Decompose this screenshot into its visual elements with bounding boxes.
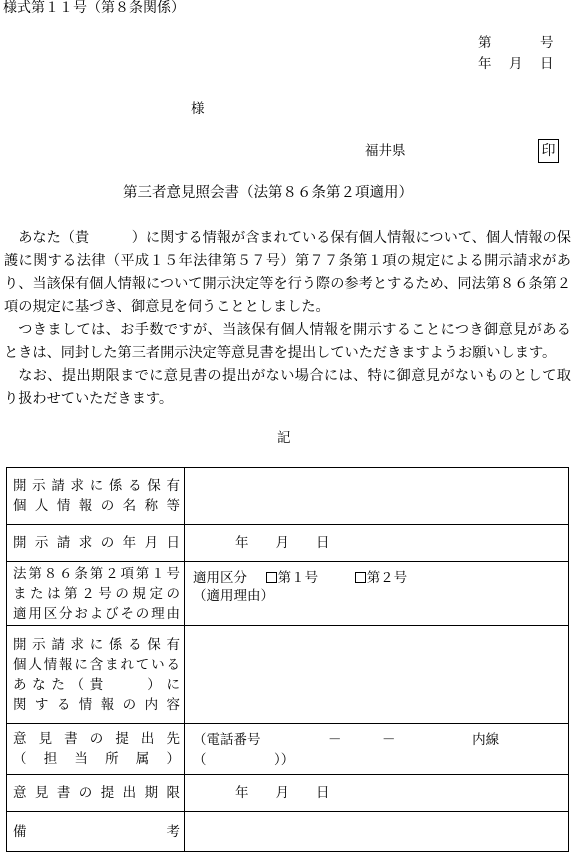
body-paragraph-2: つきましては、お手数ですが、当該保有個人情報を開示することにつき御意見があるときは、同封した第三者開示決定等意見書を提出していただきますようお願いします。: [4, 322, 571, 361]
row-label: 意見書の提出先 （担当所属）: [7, 724, 185, 775]
extension-label: 内線（ ））: [193, 732, 500, 768]
item1-checkbox[interactable]: [266, 572, 277, 583]
date-year-label: 年: [478, 56, 492, 72]
table-row: [7, 626, 569, 724]
table-row: [7, 525, 569, 562]
sender-name: 福井県: [365, 143, 406, 159]
date-day-label: 日: [540, 56, 554, 72]
body-paragraph-1: あなた（貴 ）に関する情報が含まれている保有個人情報について、個人情報の保護に関する法律（平成１５年法律第５７号）第７７条第１項の規定による開示請求があり、当該保有個人情報について開示決定等を行う際の参考とするため、同法第８６条第２項の規定に基づき、御意見を伺うこととしました。: [4, 230, 571, 315]
submission-destination-field[interactable]: [185, 724, 569, 775]
request-date-field[interactable]: 年 月 日: [185, 525, 569, 562]
info-name-field[interactable]: [185, 468, 569, 525]
item2-checkbox[interactable]: [355, 572, 366, 583]
table-row: [7, 812, 569, 852]
remarks-field[interactable]: [185, 812, 569, 852]
phone-number-label: （電話番号 － －: [193, 732, 396, 748]
body-text: [4, 227, 571, 411]
date-month-label: 月: [509, 56, 523, 72]
document-number-prefix: 第: [478, 35, 492, 51]
row-label: 開示請求に係る保有 個人情報に含まれている あなた（貴 ）に 関する情報の内容: [7, 626, 185, 724]
ki-heading: 記: [277, 430, 291, 446]
seal-stamp: 印: [538, 139, 559, 163]
classification-field: [185, 562, 569, 626]
reason-label: （適用理由）: [193, 588, 274, 604]
form-number: 様式第１１号（第８条関係）: [3, 0, 185, 16]
item2-label: 第２号: [366, 570, 408, 586]
item1-label: 第１号: [277, 570, 319, 586]
document-title: 第三者意見照会書（法第８６条第２項適用）: [123, 185, 413, 201]
document-number-suffix: 号: [540, 35, 554, 51]
body-paragraph-3: なお、提出期限までに意見書の提出がない場合には、特に御意見がないものとして取り扱わせていただきます。: [4, 368, 571, 407]
addressee-suffix: 様: [191, 101, 205, 117]
table-row: [7, 468, 569, 525]
row-label: 法第８６条第２項第１号 または第２号の規定の 適用区分およびその理由: [7, 562, 185, 626]
row-label: 開示請求に係る保有 個人情報の名称等: [7, 468, 185, 525]
table-row: [7, 724, 569, 775]
row-label: 備考: [7, 812, 185, 852]
classification-label: 適用区分: [193, 570, 247, 586]
info-content-field[interactable]: [185, 626, 569, 724]
table-row: [7, 775, 569, 812]
deadline-field[interactable]: 年 月 日: [185, 775, 569, 812]
inquiry-table: [6, 467, 569, 852]
table-row: [7, 562, 569, 626]
row-label: 開示請求の年月日: [7, 525, 185, 562]
row-label: 意見書の提出期限: [7, 775, 185, 812]
